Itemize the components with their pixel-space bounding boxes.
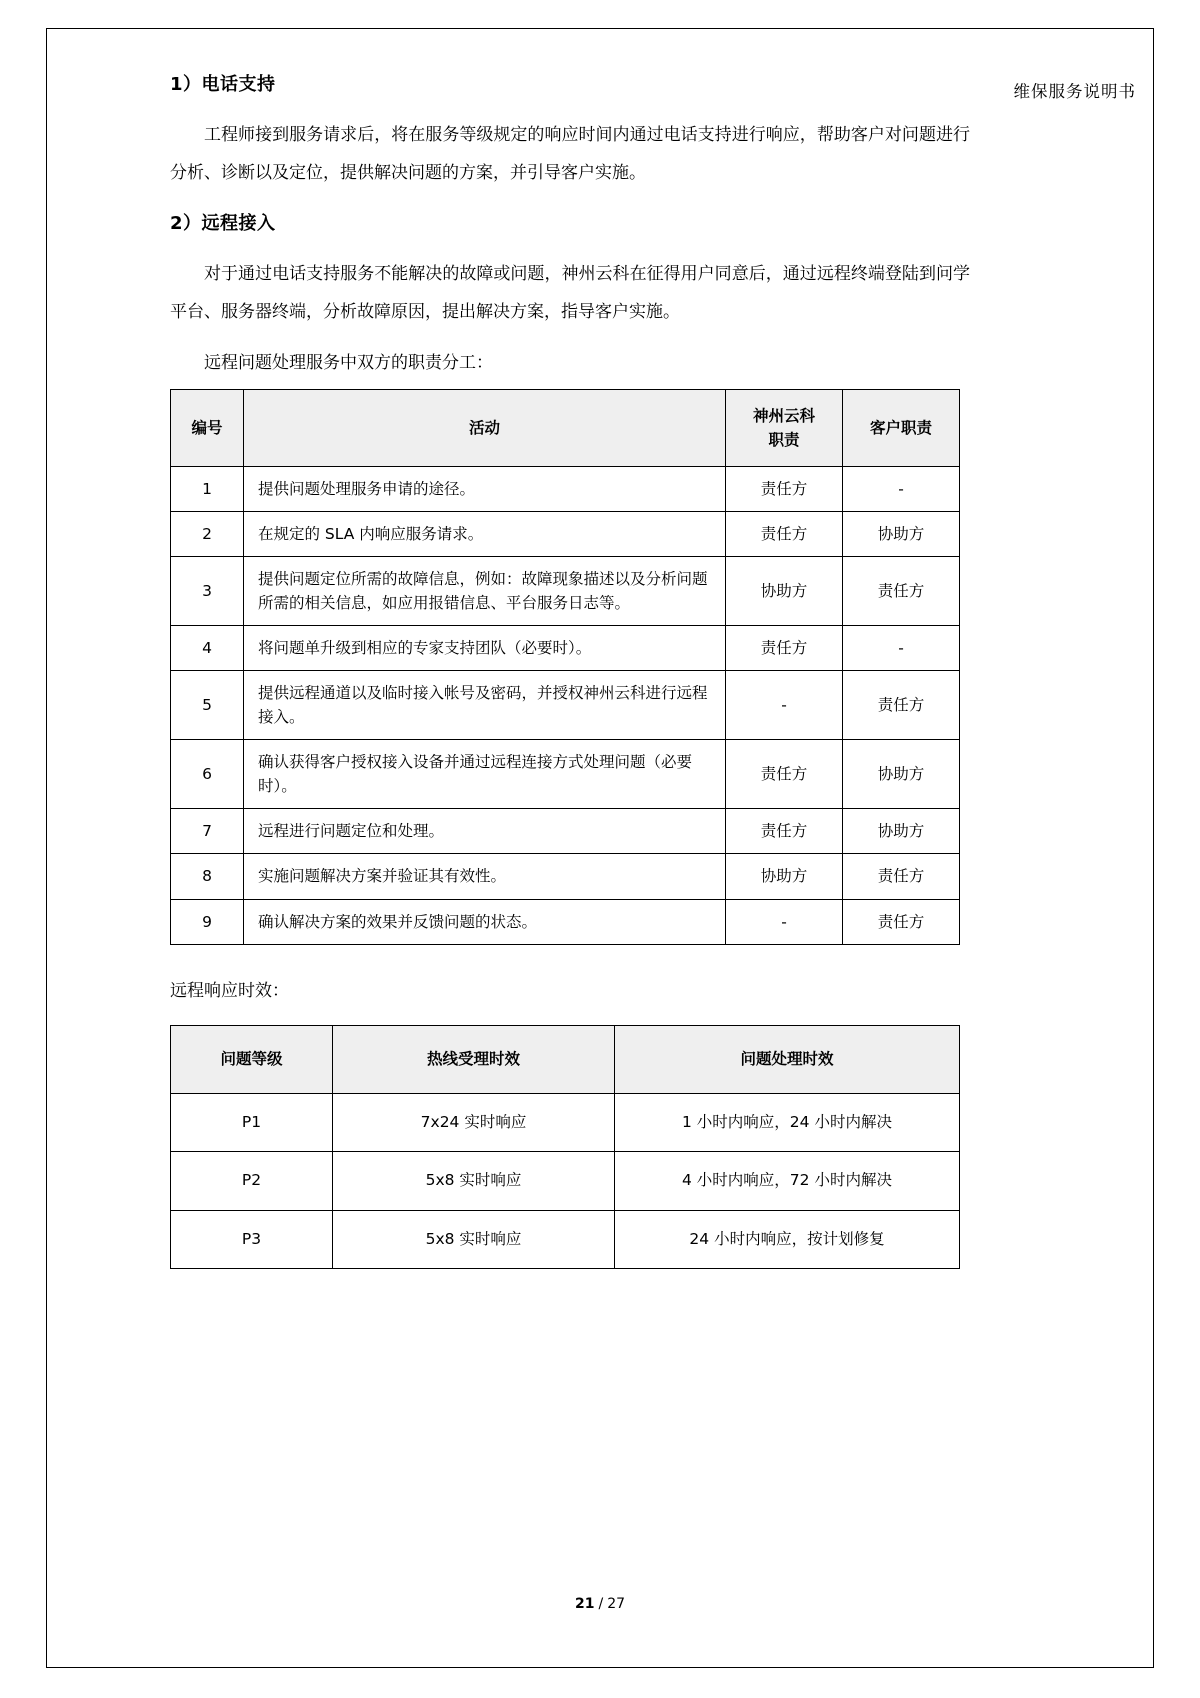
row-level: P1 [171,1094,333,1152]
table2-header-handling: 问题处理时效 [615,1025,960,1093]
page-number-separator: / [598,1596,604,1612]
row-no: 4 [171,626,244,671]
table2-header-level: 问题等级 [171,1025,333,1093]
table-row [171,671,960,740]
table-row [171,1152,960,1210]
row-vendor: 协助方 [726,557,843,626]
row-activity: 确认解决方案的效果并反馈问题的状态。 [244,899,726,944]
table-row [171,1210,960,1268]
row-no: 6 [171,740,244,809]
row-activity: 实施问题解决方案并验证其有效性。 [244,854,726,899]
row-vendor: 责任方 [726,809,843,854]
row-vendor: - [726,899,843,944]
row-hotline: 5x8 实时响应 [333,1152,615,1210]
row-vendor: 责任方 [726,740,843,809]
table1-header-vendor [726,390,843,467]
row-no: 3 [171,557,244,626]
row-no: 9 [171,899,244,944]
table1-header-activity: 活动 [244,390,726,467]
row-activity: 确认获得客户授权接入设备并通过远程连接方式处理问题（必要时）。 [244,740,726,809]
table2-header-hotline: 热线受理时效 [333,1025,615,1093]
row-customer: 协助方 [843,809,960,854]
responsibility-table [170,389,960,944]
table-row [171,467,960,512]
table1-header-vendor-line1: 神州云科 [752,407,815,426]
row-activity: 提供远程通道以及临时接入帐号及密码，并授权神州云科进行远程接入。 [244,671,726,740]
table1-header-vendor-line2: 职责 [768,431,800,450]
row-customer: - [843,467,960,512]
row-handling: 1 小时内响应，24 小时内解决 [615,1094,960,1152]
table-row [171,557,960,626]
table-row [171,740,960,809]
table-row [171,899,960,944]
page-footer [0,1596,1200,1612]
row-level: P2 [171,1152,333,1210]
row-no: 7 [171,809,244,854]
row-hotline: 5x8 实时响应 [333,1210,615,1268]
row-no: 8 [171,854,244,899]
row-activity: 在规定的 SLA 内响应服务请求。 [244,512,726,557]
table-row [171,626,960,671]
table-row [171,512,960,557]
row-vendor: 责任方 [726,626,843,671]
row-no: 2 [171,512,244,557]
running-header: 维保服务说明书 [1013,82,1136,101]
row-no: 1 [171,467,244,512]
section-paragraph-phone-support: 工程师接到服务请求后，将在服务等级规定的响应时间内通过电话支持进行响应，帮助客户对问题进行分析、诊断以及定位，提供解决问题的方案，并引导客户实施。 [170,125,970,184]
table-row [171,1094,960,1152]
row-vendor: 责任方 [726,512,843,557]
table-header-row [171,1025,960,1093]
page-number-current: 21 [574,1596,595,1612]
table-header-row [171,390,960,467]
row-activity: 将问题单升级到相应的专家支持团队（必要时）。 [244,626,726,671]
row-vendor: 责任方 [726,467,843,512]
row-activity: 远程进行问题定位和处理。 [244,809,726,854]
row-customer: 责任方 [843,557,960,626]
row-activity: 提供问题定位所需的故障信息，例如：故障现象描述以及分析问题所需的相关信息，如应用报错信息、平台服务日志等。 [244,557,726,626]
row-vendor: 协助方 [726,854,843,899]
section-title-phone-support: 1）电话支持 [170,74,276,95]
table1-header-no: 编号 [171,390,244,467]
row-customer: 责任方 [843,899,960,944]
row-hotline: 7x24 实时响应 [333,1094,615,1152]
row-customer: 责任方 [843,671,960,740]
row-activity: 提供问题处理服务申请的途径。 [244,467,726,512]
section-title-remote-access: 2）远程接入 [170,212,276,234]
table1-header-customer: 客户职责 [843,390,960,467]
row-customer: - [843,626,960,671]
document-content [170,70,970,1269]
table2-caption: 远程响应时效： [170,980,289,1001]
row-level: P3 [171,1210,333,1268]
row-vendor: - [726,671,843,740]
page-number-total: 27 [607,1596,626,1612]
table1-caption: 远程问题处理服务中双方的职责分工： [204,353,493,373]
row-customer: 协助方 [843,512,960,557]
response-time-table [170,1025,960,1269]
table-row [171,809,960,854]
row-customer: 责任方 [843,854,960,899]
row-handling: 24 小时内响应，按计划修复 [615,1210,960,1268]
row-handling: 4 小时内响应，72 小时内解决 [615,1152,960,1210]
row-customer: 协助方 [843,740,960,809]
table-row [171,854,960,899]
section-paragraph-remote-access: 对于通过电话支持服务不能解决的故障或问题，神州云科在征得用户同意后，通过远程终端登陆到问学平台、服务器终端，分析故障原因，提出解决方案，指导客户实施。 [170,263,970,322]
row-no: 5 [171,671,244,740]
